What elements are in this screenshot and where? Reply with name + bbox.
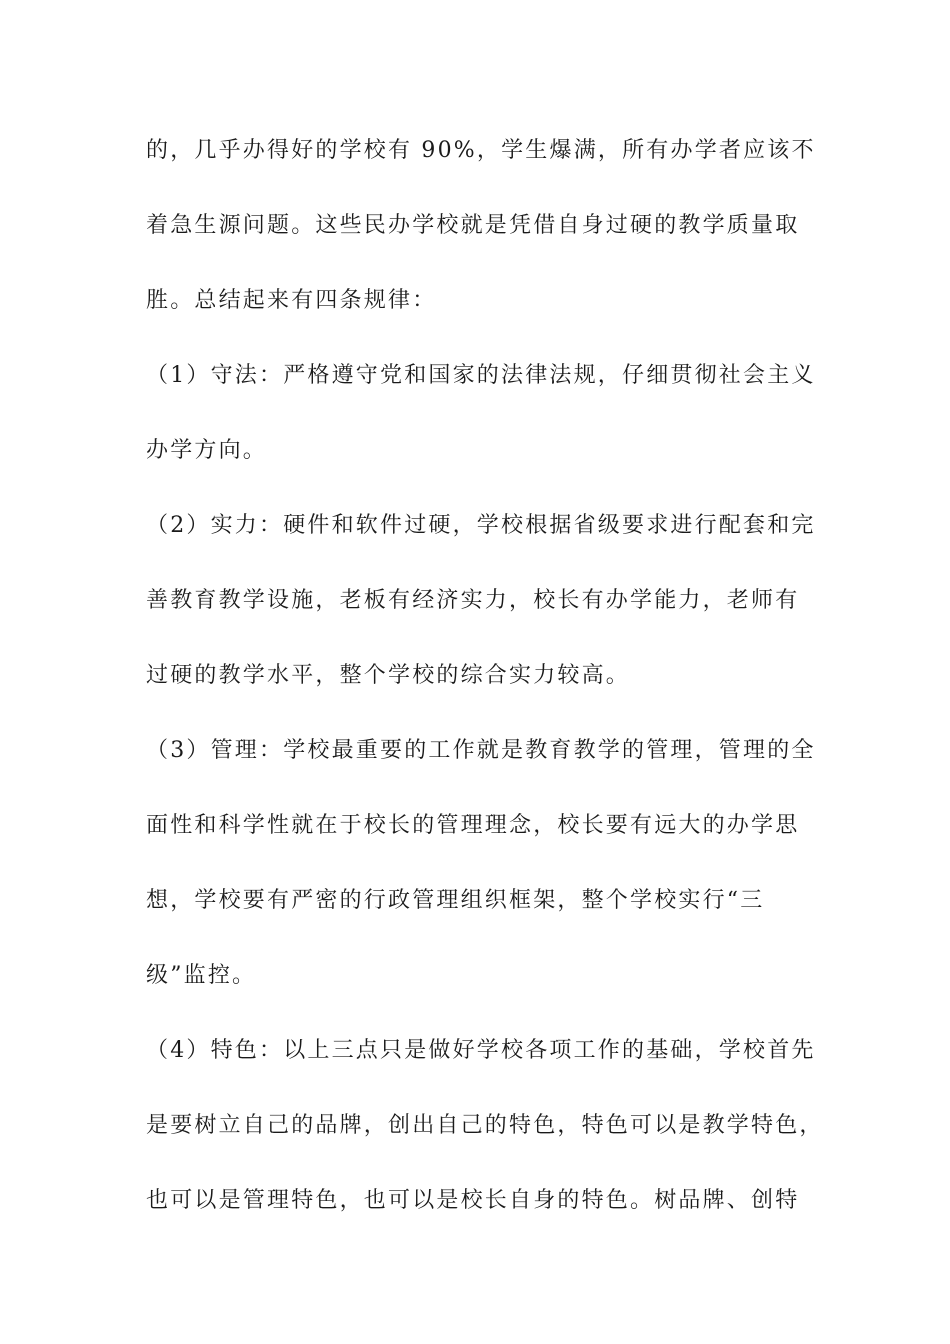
text-line: 的，几乎办得好的学校有 90%，学生爆满，所有办学者应该不 [146, 138, 816, 163]
text-line: 着急生源问题。这些民办学校就是凭借自身过硬的教学质量取 [146, 213, 800, 238]
text-line: （4）特色：以上三点只是做好学校各项工作的基础，学校首先 [146, 1038, 816, 1063]
text-line: （2）实力：硬件和软件过硬，学校根据省级要求进行配套和完 [146, 513, 816, 538]
text-line: 面性和科学性就在于校长的管理理念，校长要有远大的办学思 [146, 813, 800, 838]
text-line: 是要树立自己的品牌，创出自己的特色，特色可以是教学特色， [146, 1113, 824, 1138]
text-line: 胜。总结起来有四条规律： [146, 288, 437, 313]
text-line: （3）管理：学校最重要的工作就是教育教学的管理，管理的全 [146, 738, 816, 763]
text-line: 想，学校要有严密的行政管理组织框架，整个学校实行“三 [146, 888, 765, 913]
text-line: 级”监控。 [146, 963, 257, 988]
text-line: 办学方向。 [146, 438, 268, 463]
text-line: 过硬的教学水平，整个学校的综合实力较高。 [146, 663, 631, 688]
text-line: （1）守法：严格遵守党和国家的法律法规，仔细贯彻社会主义 [146, 363, 816, 388]
text-line: 也可以是管理特色，也可以是校长自身的特色。树品牌、创特 [146, 1188, 800, 1213]
text-line: 善教育教学设施，老板有经济实力，校长有办学能力，老师有 [146, 588, 800, 613]
